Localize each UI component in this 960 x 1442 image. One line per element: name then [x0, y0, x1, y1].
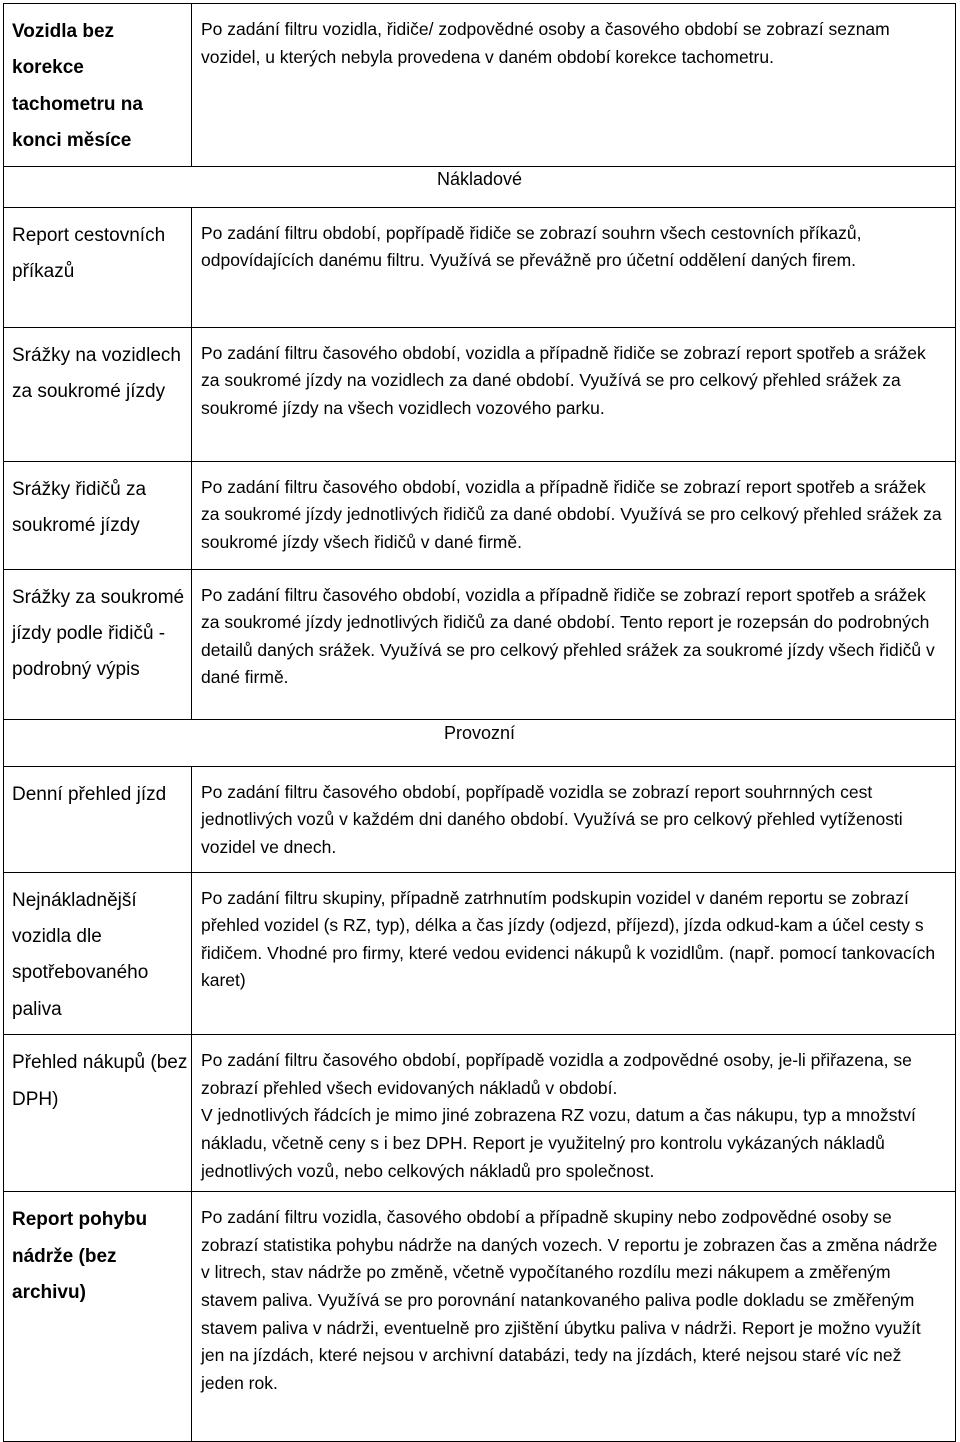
description-paragraph: Po zadání filtru časového období, popřípadě vozidla a zodpovědné osoby, je-li přiřazena, se zobrazí přehled všech evidovaných nákladů v období. — [201, 1050, 912, 1098]
report-row — [4, 1035, 956, 1192]
report-description — [192, 766, 956, 872]
section-heading: Provozní — [4, 719, 956, 766]
report-row — [4, 461, 956, 569]
description-paragraph: Po zadání filtru časového období, vozidla a případně řidiče se zobrazí report spotřeb a srážek za soukromé jízdy jednotlivých řidičů za dané období. Využívá se pro celkový přehled srážek za soukromé jízdy všech řidičů v dané firmě. — [201, 476, 942, 552]
report-name: Srážky řidičů za soukromé jízdy — [4, 461, 192, 569]
report-description — [192, 1035, 956, 1192]
report-name: Nejnákladnější vozidla dle spotřebovaného paliva — [4, 872, 192, 1035]
report-description — [192, 1192, 956, 1442]
report-description-document — [3, 3, 956, 1442]
report-description — [192, 569, 956, 719]
report-name: Denní přehled jízd — [4, 766, 192, 872]
report-description — [192, 4, 956, 167]
report-description — [192, 207, 956, 327]
report-row — [4, 4, 956, 167]
report-table — [3, 3, 956, 1442]
report-row — [4, 872, 956, 1035]
report-name: Srážky na vozidlech za soukromé jízdy — [4, 327, 192, 461]
report-name: Report pohybu nádrže (bez archivu) — [4, 1192, 192, 1442]
description-paragraph: Po zadání filtru vozidla, řidiče/ zodpovědné osoby a časového období se zobrazí seznam vozidel, u kterých nebyla provedena v daném období korekce tachometru. — [201, 19, 890, 67]
section-heading: Nákladové — [4, 166, 956, 207]
report-name: Report cestovních příkazů — [4, 207, 192, 327]
report-row — [4, 327, 956, 461]
description-paragraph: Po zadání filtru časového období, popřípadě vozidla se zobrazí report souhrnných cest jednotlivých vozů v každém dni daného období. Využívá se pro celkový přehled vytíženosti vozidel ve dnech. — [201, 781, 903, 857]
description-paragraph: Po zadání filtru skupiny, případně zatrhnutím podskupin vozidel v daném reportu se zobrazí přehled vozidel (s RZ, typ), délka a čas jízdy (odjezd, příjezd), jízda odkud-kam a účel cesty s řidičem. Vhodné pro firmy, které vedou evidenci nákupů k vozidlům. (např. pomocí tankovacích karet) — [201, 887, 936, 991]
report-table-body — [4, 4, 956, 1442]
report-description — [192, 872, 956, 1035]
description-paragraph: V jednotlivých řádcích je mimo jiné zobrazena RZ vozu, datum a čas nákupu, typ a množství nákladu, včetně ceny s i bez DPH. Report je využitelný pro kontrolu vykázaných nákladů jednotlivých vozů, nebo celkových nákladů pro společnost. — [201, 1105, 916, 1181]
description-paragraph: Po zadání filtru období, popřípadě řidiče se zobrazí souhrn všech cestovních příkazů, odpovídajících danému filtru. Využívá se převážně pro účetní oddělení daných firem. — [201, 222, 862, 271]
section-row — [4, 719, 956, 766]
report-row — [4, 207, 956, 327]
report-name: Vozidla bez korekce tachometru na konci měsíce — [4, 4, 192, 167]
description-paragraph: Po zadání filtru časového období, vozidla a případně řidiče se zobrazí report spotřeb a srážek za soukromé jízdy na vozidlech za dané období. Využívá se pro celkový přehled srážek za soukromé jízdy na všech vozidlech vozového parku. — [201, 342, 926, 418]
report-row — [4, 766, 956, 872]
report-description — [192, 327, 956, 461]
section-row — [4, 166, 956, 207]
report-name: Přehled nákupů (bez DPH) — [4, 1035, 192, 1192]
description-paragraph: Po zadání filtru časového období, vozidla a případně řidiče se zobrazí report spotřeb a srážek za soukromé jízdy jednotlivých řidičů za dané období. Tento report je rozepsán do podrobných detailů daných srážek. Využívá se pro celkový přehled srážek za soukromé jízdy všech řidičů v dané firmě. — [201, 584, 935, 688]
report-name: Srážky za soukromé jízdy podle řidičů - podrobný výpis — [4, 569, 192, 719]
report-row — [4, 1192, 956, 1442]
report-row — [4, 569, 956, 719]
report-description — [192, 461, 956, 569]
description-paragraph: Po zadání filtru vozidla, časového období a případně skupiny nebo zodpovědné osoby se zobrazí statistika pohybu nádrže na daných vozech. V reportu je zobrazen čas a změna nádrže v litrech, stav nádrže po změně, včetně vypočítaného rozdílu mezi nákupem a změřeným stavem paliva. Využívá se pro porovnání natankovaného paliva podle dokladu se změřeným stavem paliva v nádrži, eventuelně pro zjištění úbytku paliva v nádrži. Report je možno využít jen na jízdách, které nejsou v archivní databázi, tedy na jízdách, které nejsou staré víc než jeden rok. — [201, 1207, 938, 1393]
